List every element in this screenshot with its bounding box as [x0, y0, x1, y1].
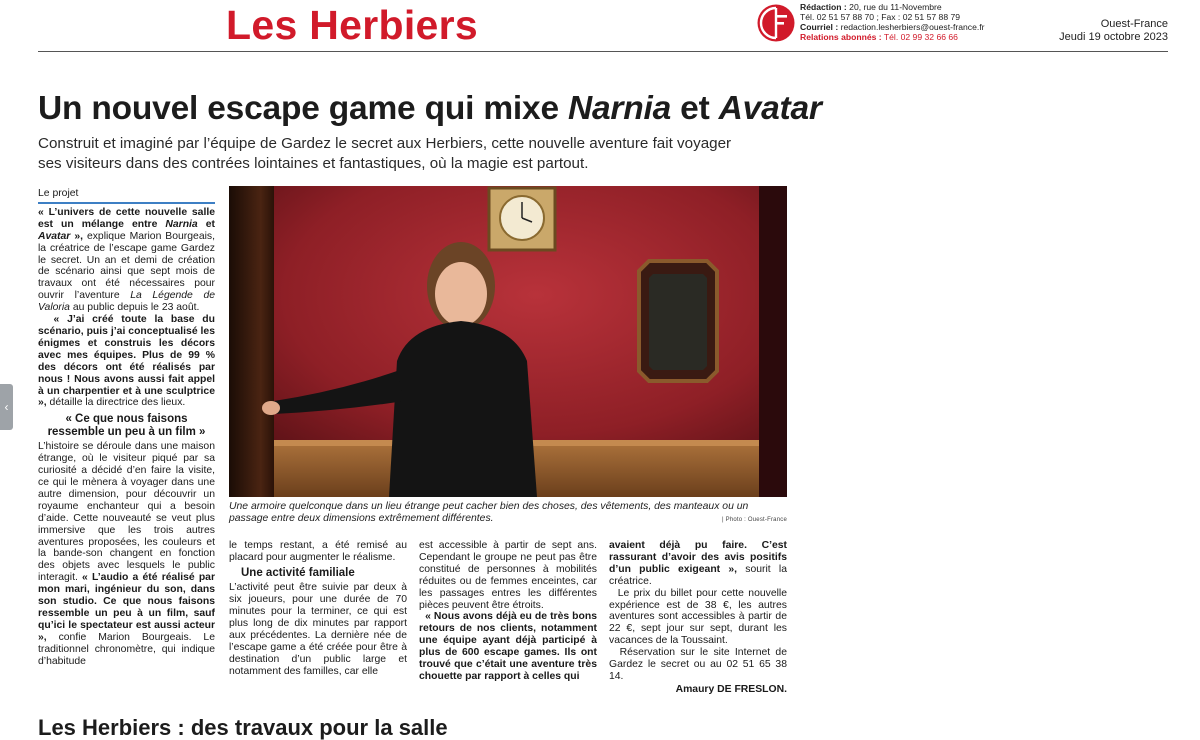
photo-credit: | Photo : Ouest-France: [722, 517, 787, 523]
previous-page-button[interactable]: [0, 384, 13, 430]
article-column-3: [419, 540, 597, 683]
publication-date: Jeudi 19 octobre 2023: [1059, 30, 1168, 43]
article-photo: [229, 186, 787, 497]
publication-info: [1059, 18, 1168, 43]
next-article-headline: Les Herbiers : des travaux pour la salle: [38, 715, 448, 740]
article-lead: Construit et imaginé par l’équipe de Gardez le secret aux Herbiers, cette nouvelle aventure fait voyager ses visiteurs dans des contrées lointaines et fantastiques, où la magie est partout.: [38, 135, 732, 172]
paragraph: est accessible à partir de sept ans. Cependant le groupe ne peut pas être constitué de personnes à mobilités réduites ou de femmes enceintes, car les passages entres les différentes pièces peuvent être étroits.: [419, 540, 597, 611]
ouest-france-logo: [757, 4, 795, 42]
paragraph: « J’ai créé toute la base du scénario, puis j’ai conceptualisé les énigmes et construis les décors avec mes équipes. Plus de 99 % des décors ont été réalisés par nous ! Nous avons aussi fait appel à un charpentier et à une sculptrice », détaille la directrice des lieux.: [38, 314, 216, 409]
paragraph: « Nous avons déjà eu de très bons retours de nos clients, notamment une équipe ayant déjà participé à plus de 600 escape games. Ils ont trouvé que c’était une aventure très chouette par rapport à celles qui: [419, 611, 597, 682]
paragraph: Réservation sur le site Internet de Gardez le secret ou au 02 51 65 38 14.: [609, 647, 787, 682]
article-column-1: [38, 188, 215, 668]
paragraph: le temps restant, a été remisé au placard pour augmenter le réalisme.: [229, 540, 407, 563]
article-headline: Un nouvel escape game qui mixe Narnia et Avatar: [38, 90, 822, 127]
paragraph: « L’univers de cette nouvelle salle est un mélange entre Narnia et Avatar », explique Marion Bourgeais, la créatrice de l’escape game Gardez le secret. Un an et demi de création de scénario ainsi que sept mois de travaux ont été nécessaires pour ouvrir l’aventure La Légende de Valoria au public depuis le 23 août.: [38, 206, 215, 314]
masthead-divider: [38, 51, 1168, 52]
paragraph: L’activité peut être suivie par deux à six joueurs, pour une durée de 70 minutes pour la terminer, ce qui est plus long de dix minutes par rapport aux précédentes. La dernière née de l’escape game a été créée pour être à destination d’un public large et notamment des familles, car elle: [229, 582, 407, 677]
email-line: Courriel : redaction.lesherbiers@ouest-france.fr: [800, 22, 985, 32]
article-column-2: [229, 540, 407, 678]
paragraph: avaient déjà pu faire. C’est rassurant d’avoir des avis positifs d’un public exigeant », sourit la créatrice.: [609, 540, 787, 587]
contact-block: [800, 2, 985, 42]
article-subhead: « Ce que nous faisons ressemble un peu à un film »: [47, 413, 206, 438]
author-signature: Amaury DE FRESLON.: [675, 683, 787, 695]
photo-caption: Une armoire quelconque dans un lieu étrange peut cacher bien des choses, des vêtements, des manteaux ou un passage entre deux dimensions extrêmement différentes.: [229, 501, 749, 524]
article-column-4: [609, 540, 787, 696]
paragraph: Le prix du billet pour cette nouvelle expérience est de 38 €, les autres aventures sont accessibles à partir de 22 €, sept jour sur sept, durant les vacances de la Toussaint.: [609, 587, 787, 647]
article-subhead: Une activité familiale: [241, 566, 355, 579]
subscribers-line: Relations abonnés : Tél. 02 99 32 66 66: [800, 32, 958, 42]
paragraph: L’histoire se déroule dans une maison étrange, où le visiteur piqué par sa curiosité a décidé d’en faire la visite, ce qui le mènera à voyager dans une autre dimension, pour découvrir un royaume enchanteur qui a besoin d’aide. Cette nouveauté se veut plus immersive que les trois autres aventures proposées, les couleurs et la bande-son changent en fonction des objets avec lesquels le public interagit. « L’audio a été réalisé par mon mari, ingénieur du son, dans son studio. Ce que nous faisons ressemble un peu à un film, sauf qu’ici le spectateur est aussi acteur », confie Marion Bourgeais. Le traditionnel chronomètre, qui indique d’habitude: [38, 441, 215, 667]
phone-line: Tél. 02 51 57 88 70 ; Fax : 02 51 57 88 79: [800, 12, 961, 22]
chevron-left-icon: ‹: [4, 400, 9, 414]
redaction-line: Rédaction : 20, rue du 11-Novembre: [800, 2, 942, 12]
publication-name: Ouest-France: [1100, 18, 1168, 30]
section-kicker: Le projet: [38, 188, 215, 204]
masthead-town-title: Les Herbiers: [226, 2, 479, 48]
